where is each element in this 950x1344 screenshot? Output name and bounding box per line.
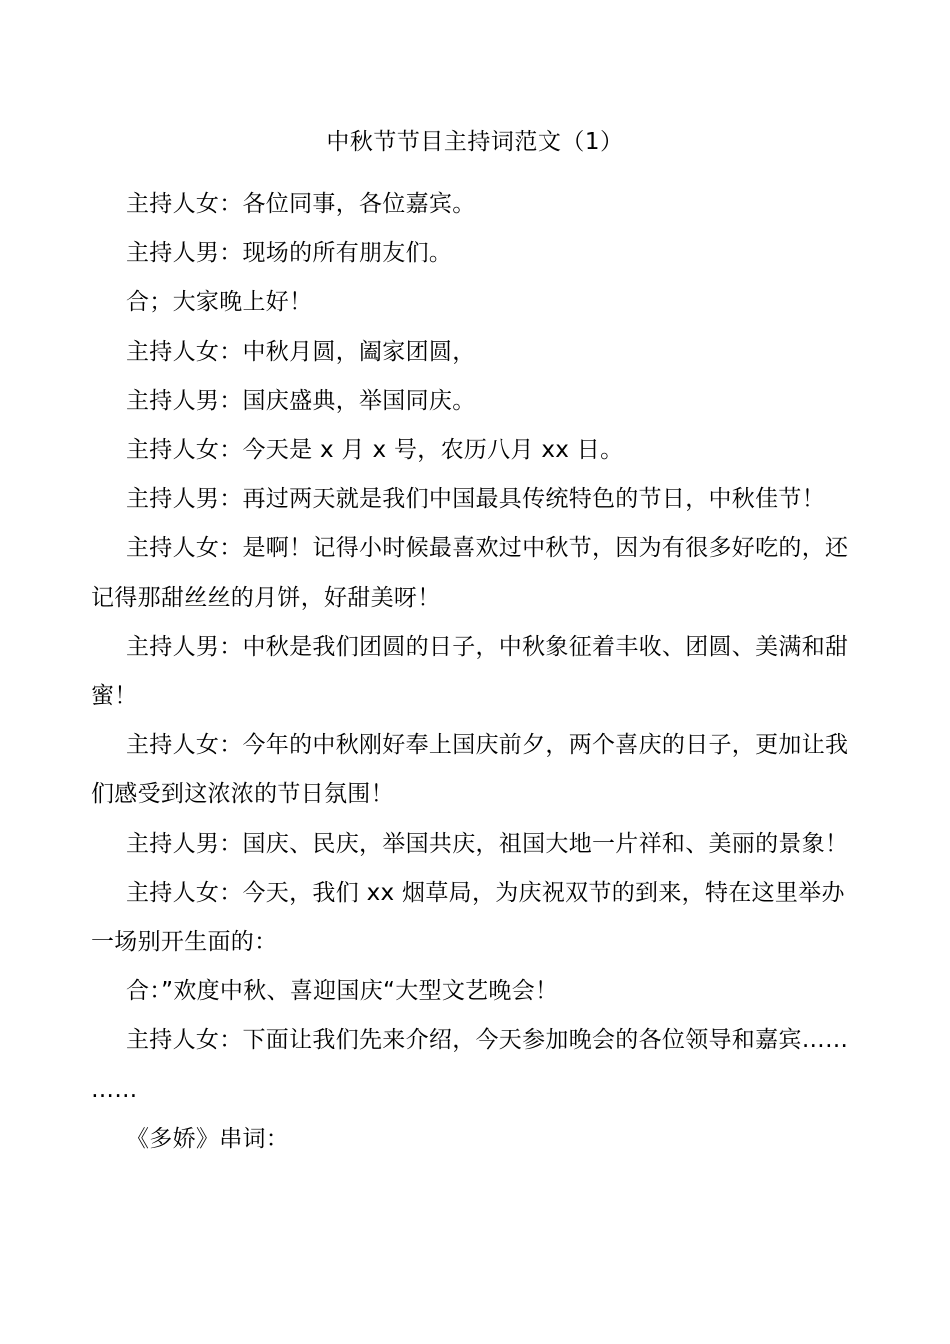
document-body <box>91 180 861 1164</box>
paragraph: 主持人女：今天是 x 月 x 号，农历八月 xx 日。 <box>126 437 624 464</box>
paragraph: 主持人男：国庆盛典，举国同庆。 <box>126 387 476 414</box>
paragraph-ellipsis: …… <box>91 1076 138 1103</box>
paragraph: 主持人男：国庆、民庆，举国共庆，祖国大地一片祥和、美丽的景象！ <box>126 830 849 857</box>
paragraph: 合；大家晚上好！ <box>126 289 313 316</box>
paragraph: 主持人女：今年的中秋刚好奉上国庆前夕，两个喜庆的日子，更加让我们感受到这浓浓的节日氛围！ <box>91 732 849 808</box>
paragraph: 主持人男：再过两天就是我们中国最具传统特色的节日，中秋佳节！ <box>126 486 825 513</box>
paragraph: 主持人女：中秋月圆，阖家团圆， <box>126 338 476 365</box>
paragraph: 合：”欢度中秋、喜迎国庆“大型文艺晚会！ <box>126 978 559 1005</box>
paragraph: 主持人男：中秋是我们团圆的日子，中秋象征着丰收、团圆、美满和甜蜜！ <box>91 633 849 710</box>
paragraph: 主持人男：现场的所有朋友们。 <box>126 240 453 267</box>
document-title: 中秋节节目主持词范文（1） <box>326 129 624 155</box>
paragraph: 主持人女：是啊！记得小时候最喜欢过中秋节，因为有很多好吃的，还记得那甜丝丝的月饼，好甜美呀！ <box>91 535 849 611</box>
paragraph: 主持人女：各位同事，各位嘉宾。 <box>126 191 476 217</box>
paragraph: 主持人女：下面让我们先来介绍，今天参加晚会的各位领导和嘉宾…… <box>126 1027 849 1054</box>
section-heading: 《多娇》串词： <box>126 1125 290 1152</box>
paragraph: 主持人女：今天，我们 xx 烟草局，为庆祝双节的到来，特在这里举办一场别开生面的： <box>91 879 845 956</box>
